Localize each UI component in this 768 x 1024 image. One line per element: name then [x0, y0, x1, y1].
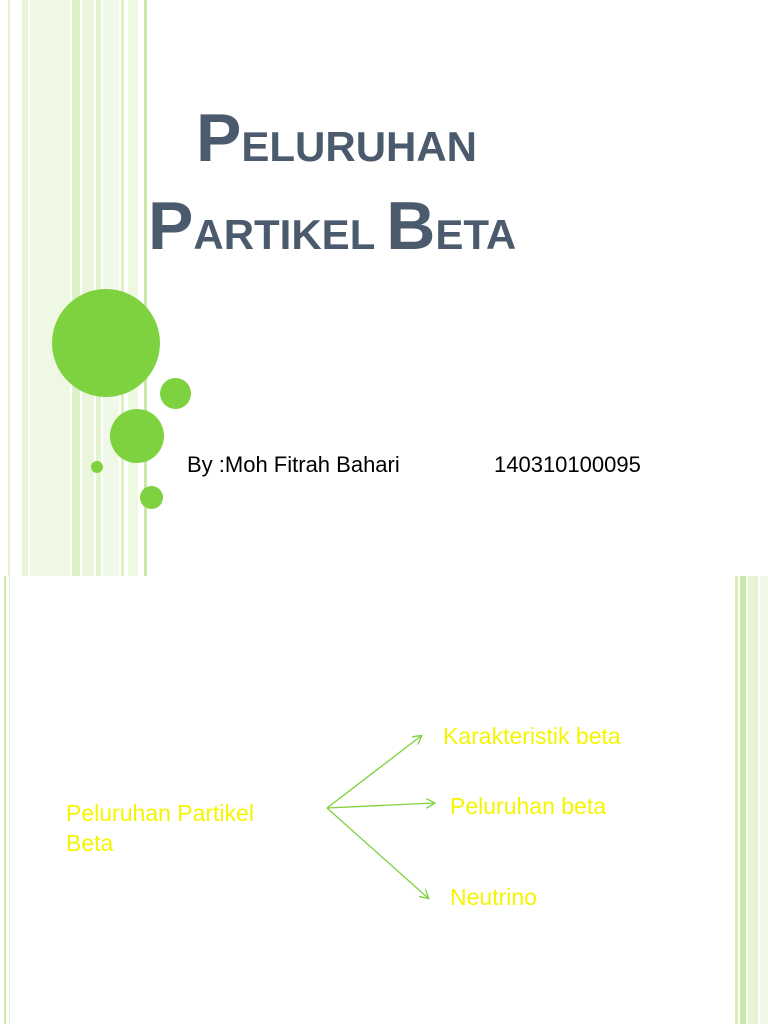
decorative-stripe: [128, 0, 138, 576]
branch-label-peluruhan: Peluruhan beta: [450, 793, 607, 819]
decorative-stripe: [8, 0, 10, 576]
decorative-circle-small: [140, 486, 163, 509]
decorative-stripe: [72, 0, 80, 576]
decorative-circle-medium: [110, 409, 164, 463]
branch-label-neutrino: Neutrino: [450, 884, 537, 910]
title-initial: P: [148, 188, 194, 264]
title-text: ELURUHAN: [241, 123, 478, 170]
decorative-circle-small: [160, 378, 191, 409]
slide-title-line-2: [148, 188, 748, 264]
branch-label-karakteristik: Karakteristik beta: [443, 723, 621, 749]
diagram-slide: [0, 576, 768, 1024]
title-text: ETA: [435, 211, 517, 258]
decorative-stripe: [96, 0, 101, 576]
slide-title-line-1: [196, 100, 768, 176]
decorative-stripe: [82, 0, 94, 576]
title-initial: P: [196, 100, 242, 176]
arrow-to-peluruhan: [327, 803, 434, 808]
title-initial: B: [386, 188, 436, 264]
decorative-stripe: [22, 0, 28, 576]
arrow-to-neutrino: [327, 808, 428, 898]
decorative-circle-tiny: [91, 461, 103, 473]
decorative-stripe: [103, 0, 119, 576]
decorative-stripe: [30, 0, 70, 576]
decorative-circle-large: [52, 289, 160, 397]
title-text: ARTIKEL: [193, 211, 387, 258]
student-id: 140310100095: [494, 452, 641, 477]
decorative-stripe: [121, 0, 124, 576]
author-name: By :Moh Fitrah Bahari: [187, 452, 400, 477]
arrow-to-karakteristik: [327, 736, 421, 808]
diagram-root-label: Peluruhan Partikel Beta: [66, 800, 254, 856]
